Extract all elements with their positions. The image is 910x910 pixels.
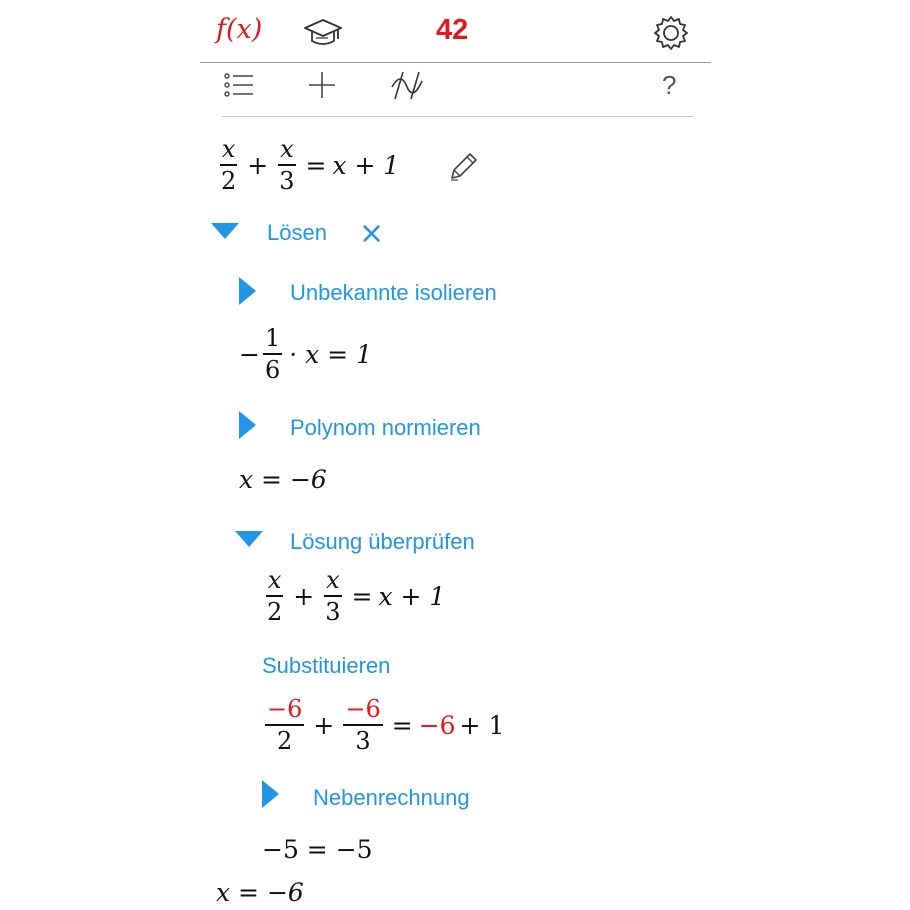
fx-button[interactable]: f(x) xyxy=(216,14,263,45)
sub-fraction-b-denominator: 3 xyxy=(355,727,371,755)
sub-rhs-value: −6 xyxy=(418,710,456,740)
step1-label[interactable]: Unbekannte isolieren xyxy=(290,280,497,305)
step2-label[interactable]: Polynom normieren xyxy=(290,415,481,440)
pencil-icon[interactable] xyxy=(444,148,482,186)
gear-icon[interactable] xyxy=(650,12,692,54)
substituted-equation xyxy=(262,697,504,753)
step1-fraction-denominator: 6 xyxy=(264,356,281,384)
sub-fraction-a-numerator: −6 xyxy=(265,697,304,726)
final-result-text: x = −6 xyxy=(216,878,304,907)
main-fraction-b-denominator: 3 xyxy=(279,167,295,195)
help-button[interactable]: ? xyxy=(662,70,677,100)
side-calc-expand-triangle[interactable] xyxy=(262,780,279,808)
step1-sign: − xyxy=(239,339,260,369)
main-equation xyxy=(216,137,399,193)
check-fraction-a-numerator: x xyxy=(266,568,284,597)
main-fraction-b xyxy=(277,137,296,193)
sub-equals: = xyxy=(391,710,413,740)
close-icon[interactable]: × xyxy=(359,216,385,251)
step1-rest: · x = 1 xyxy=(289,339,372,369)
hat-icon[interactable] xyxy=(300,14,346,52)
graph-icon[interactable] xyxy=(388,68,426,102)
list-icon[interactable] xyxy=(222,70,256,100)
check-fraction-a-denominator: 2 xyxy=(267,598,283,626)
step3-collapse-triangle[interactable] xyxy=(235,531,263,547)
toolbar-divider-bottom xyxy=(222,116,694,117)
step2-result xyxy=(239,465,327,494)
main-fraction-a-numerator: x xyxy=(220,137,238,166)
sub-fraction-a-denominator: 2 xyxy=(277,727,293,755)
main-plus: + xyxy=(247,150,269,180)
sub-rhs-rest: + 1 xyxy=(459,710,505,740)
solve-collapse-triangle[interactable] xyxy=(211,223,239,239)
step1-result xyxy=(239,326,372,382)
step3-label[interactable]: Lösung überprüfen xyxy=(290,529,475,554)
step2-result-text: x = −6 xyxy=(239,465,327,494)
check-fraction-b-denominator: 3 xyxy=(325,598,341,626)
score-counter: 42 xyxy=(436,14,469,46)
sub-fraction-b xyxy=(343,697,382,753)
sub-plus: + xyxy=(313,710,335,740)
check-fraction-b-numerator: x xyxy=(324,568,342,597)
toolbar-divider-top xyxy=(200,62,711,63)
main-fraction-a-denominator: 2 xyxy=(221,167,237,195)
sub-fraction-a xyxy=(265,697,304,753)
substitute-label: Substituieren xyxy=(262,653,391,678)
check-rhs: x + 1 xyxy=(378,581,446,611)
check-fraction-a xyxy=(265,568,284,624)
check-fraction-b xyxy=(323,568,342,624)
check-plus: + xyxy=(293,581,315,611)
side-calc-result-text: −5 = −5 xyxy=(262,835,373,864)
step2-expand-triangle[interactable] xyxy=(239,411,256,439)
step1-expand-triangle[interactable] xyxy=(239,277,256,305)
main-fraction-b-numerator: x xyxy=(278,137,296,166)
solve-label[interactable]: Lösen xyxy=(267,220,327,245)
check-equation xyxy=(262,568,445,624)
check-equals: = xyxy=(351,581,373,611)
step1-fraction-numerator: 1 xyxy=(263,326,282,355)
side-calc-result xyxy=(262,835,373,864)
final-result xyxy=(216,878,304,907)
main-fraction-a xyxy=(219,137,238,193)
main-equals: = xyxy=(305,150,327,180)
main-rhs: x + 1 xyxy=(332,150,400,180)
sub-fraction-b-numerator: −6 xyxy=(343,697,382,726)
side-calc-label[interactable]: Nebenrechnung xyxy=(313,785,470,810)
step1-fraction xyxy=(263,326,282,382)
plus-icon[interactable] xyxy=(306,70,338,100)
